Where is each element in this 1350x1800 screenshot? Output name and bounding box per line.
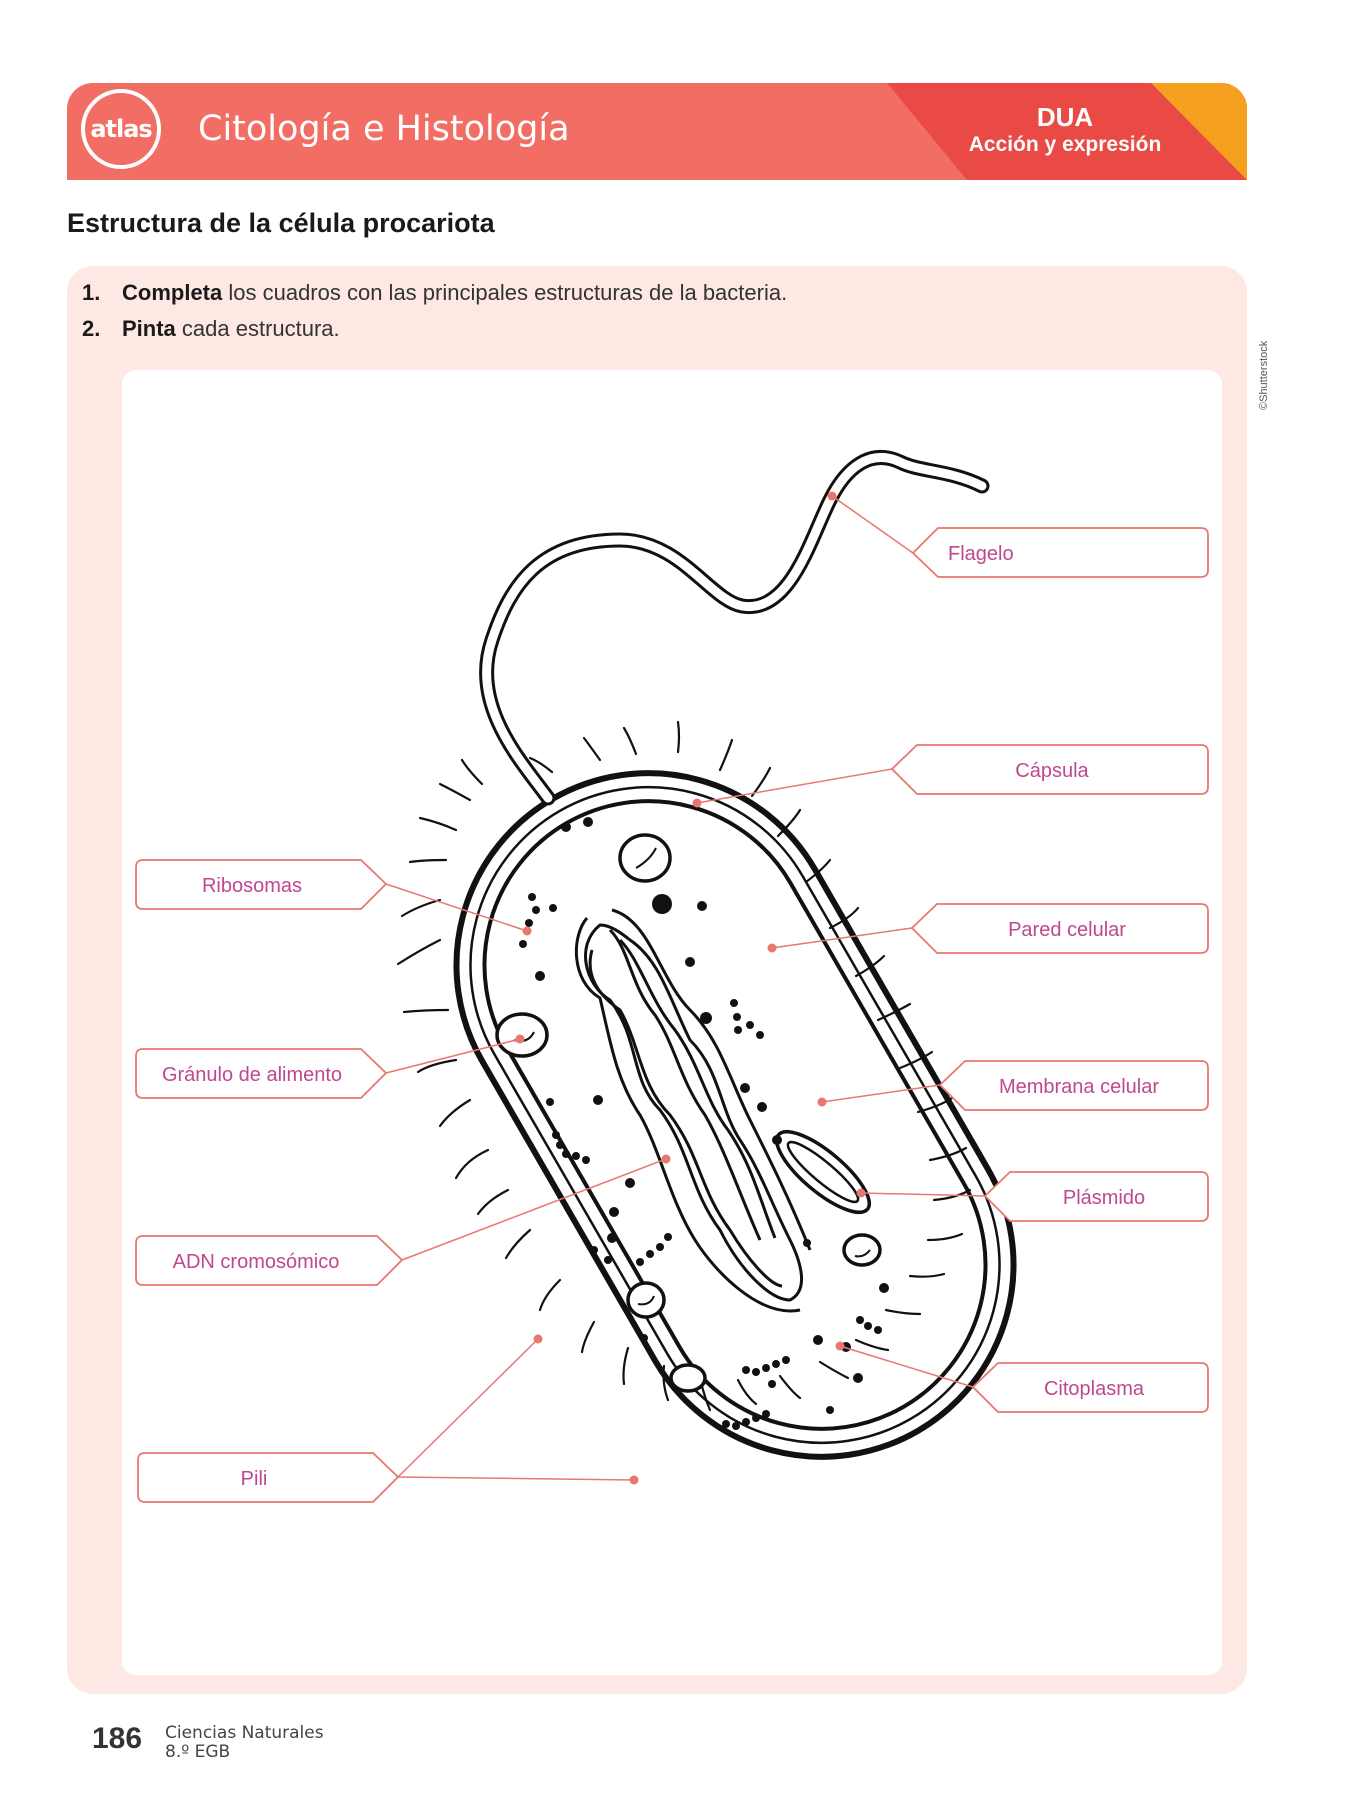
- page-number: 186: [92, 1722, 143, 1755]
- footer-grade: 8.º EGB: [165, 1741, 231, 1762]
- dua-badge-title: DUA: [1036, 102, 1094, 132]
- box-pili: [138, 1453, 398, 1502]
- label-capsula: Cápsula: [1015, 760, 1089, 782]
- dna-loops: [576, 910, 810, 1311]
- chapter-title: Citología e Histología: [198, 109, 570, 149]
- instruction-number: 1.: [82, 280, 101, 305]
- instruction-verb: Completa: [122, 280, 223, 305]
- food-granules: [497, 835, 880, 1391]
- cell-envelope: [386, 703, 1084, 1527]
- leader-lines: [386, 496, 985, 1480]
- label-boxes: [136, 528, 1208, 1502]
- label-citoplasma: Citoplasma: [1043, 1378, 1145, 1400]
- dua-badge-subtitle: Acción y expresión: [968, 132, 1162, 156]
- label-membrana-celular: Membrana celular: [998, 1076, 1160, 1098]
- plasmid-shape: [766, 1119, 881, 1224]
- footer-subject: Ciencias Naturales: [165, 1723, 324, 1743]
- label-ribosomas: Ribosomas: [201, 875, 303, 897]
- image-credit: ©Shutterstock: [1258, 340, 1270, 410]
- label-plasmido: Plásmido: [1062, 1187, 1146, 1209]
- instruction-text: los cuadros con las principales estructuras de la bacteria.: [222, 280, 788, 305]
- label-adn: ADN cromosómico: [172, 1251, 340, 1273]
- cell-membrane-outline: [424, 741, 1045, 1489]
- flagellum-fill: [487, 457, 982, 798]
- label-granulo: Gránulo de alimento: [161, 1064, 343, 1086]
- flagellum-outline: [487, 457, 982, 798]
- leader-dots: [516, 492, 866, 1485]
- label-pili: Pili: [240, 1468, 268, 1490]
- footer-subject-block: [165, 1724, 324, 1761]
- instruction-verb: Pinta: [122, 316, 176, 341]
- section-title: Estructura de la célula procariota: [67, 208, 495, 238]
- ribosomes: [519, 817, 889, 1430]
- instruction-text: cada estructura.: [175, 316, 340, 341]
- label-flagelo: Flagelo: [948, 543, 1014, 565]
- logo-text: atlas: [90, 115, 152, 143]
- label-pared-celular: Pared celular: [1008, 919, 1126, 941]
- instruction-number: 2.: [82, 316, 101, 341]
